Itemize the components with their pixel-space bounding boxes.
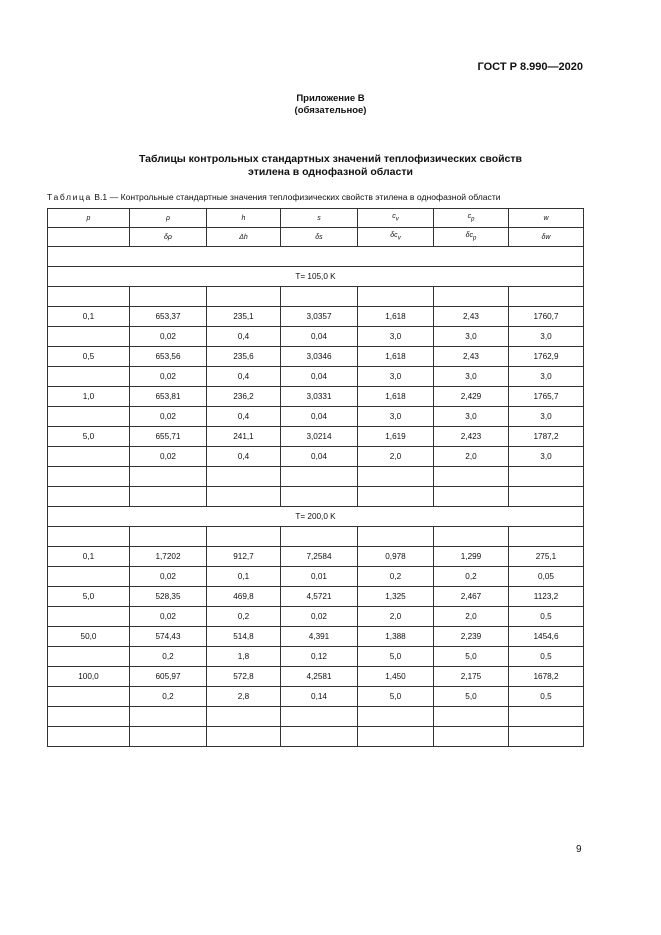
table-cell: 0,4 [207,447,281,467]
table-cell: 2,423 [434,427,509,447]
table-cell [358,467,434,487]
temperature-row [48,507,584,527]
table-cell [281,467,358,487]
table-cell: 0,02 [281,607,358,627]
table-cell [281,287,358,307]
table-cell: 236,2 [207,387,281,407]
table-row [48,347,584,367]
header-row [48,209,584,228]
table-cell: 912,7 [207,547,281,567]
table-cell [207,727,281,747]
table-cell: 4,391 [281,627,358,647]
table-cell: 1,388 [358,627,434,647]
table-cell: 0,04 [281,327,358,347]
table-row [48,407,584,427]
table-cell: 0,04 [281,407,358,427]
empty-row [48,527,584,547]
empty-row [48,247,584,267]
table-row [48,607,584,627]
table-cell: 100,0 [48,667,130,687]
appendix-title: Приложение В [296,93,365,104]
table-cell: 4,5721 [281,587,358,607]
column-header: s [281,209,358,228]
table-caption-label: Таблица [47,192,92,202]
table-cell: 0,5 [48,347,130,367]
table-cell [509,487,584,507]
table-cell: 653,81 [130,387,207,407]
table-cell [207,527,281,547]
table-cell [281,487,358,507]
column-header: $\delta c_p$ [434,228,509,247]
table-row [48,447,584,467]
appendix-heading [0,93,661,117]
table-cell: 0,2 [130,687,207,707]
table-cell: 0,1 [207,567,281,587]
table-cell [434,727,509,747]
table-row [48,587,584,607]
table-cell: 1678,2 [509,667,584,687]
section-title-line2: этилена в однофазной области [248,166,413,178]
table-cell [358,727,434,747]
table-cell: 1,7202 [130,547,207,567]
table-cell: 0,14 [281,687,358,707]
table-cell [509,287,584,307]
table-cell: 0,2 [434,567,509,587]
table-cell: 0,2 [358,567,434,587]
column-header: δs [281,228,358,247]
table-cell [48,247,584,267]
column-header: $c_v$ [358,209,434,228]
table-cell: 0,12 [281,647,358,667]
table-row [48,667,584,687]
appendix-status: (обязательное) [294,105,367,116]
table-cell: 2,175 [434,667,509,687]
table-cell [130,727,207,747]
table-cell [281,727,358,747]
column-header: δw [509,228,584,247]
table-cell [48,367,130,387]
table-cell: 2,467 [434,587,509,607]
table-cell: 0,4 [207,407,281,427]
table-cell: 605,97 [130,667,207,687]
table-cell: 0,02 [130,607,207,627]
table-cell [130,287,207,307]
table-cell: 2,0 [434,447,509,467]
table-cell [207,487,281,507]
table-cell [281,527,358,547]
table-cell [48,647,130,667]
table-cell: 275,1 [509,547,584,567]
table-cell: 2,429 [434,387,509,407]
table-row [48,387,584,407]
table-cell [48,567,130,587]
table-cell: 0,01 [281,567,358,587]
table-cell: 3,0 [509,367,584,387]
header-row [48,228,584,247]
table-cell [434,527,509,547]
table-cell: 0,02 [130,367,207,387]
table-cell: 528,35 [130,587,207,607]
table-cell [434,487,509,507]
table-cell [207,707,281,727]
table-caption [47,192,501,202]
table-cell: 1,325 [358,587,434,607]
table-cell: 0,5 [509,647,584,667]
table-cell: 2,239 [434,627,509,647]
table-cell: 1,618 [358,307,434,327]
table-cell [48,687,130,707]
column-header: Δh [207,228,281,247]
table-caption-text: — Контрольные стандартные значения теплофизических свойств этилена в однофазной области [107,192,501,202]
table-cell: 0,1 [48,547,130,567]
column-header: $\delta c_v$ [358,228,434,247]
table-cell: 5,0 [48,587,130,607]
column-header: h [207,209,281,228]
table-row [48,547,584,567]
table-row [48,627,584,647]
table-cell: 5,0 [48,427,130,447]
table-cell: 1123,2 [509,587,584,607]
table-row [48,567,584,587]
table-cell [207,287,281,307]
temperature-label: T= 105,0 K [48,267,584,287]
table-cell: 469,8 [207,587,281,607]
table-cell: 1,299 [434,547,509,567]
data-table [47,208,584,747]
table-cell [130,487,207,507]
column-header: δρ [130,228,207,247]
table-row [48,367,584,387]
table-cell: 3,0 [434,407,509,427]
table-cell: 2,0 [434,607,509,627]
table-cell: 574,43 [130,627,207,647]
table-row [48,307,584,327]
table-cell: 5,0 [358,647,434,667]
table-row [48,427,584,447]
table-cell: 0,02 [130,447,207,467]
table-cell: 3,0346 [281,347,358,367]
table-cell [358,287,434,307]
table-cell: 0,2 [130,647,207,667]
table-cell: 1,618 [358,387,434,407]
table-cell: 0,02 [130,567,207,587]
table-cell: 7,2584 [281,547,358,567]
table-cell: 3,0 [509,407,584,427]
table-cell [130,707,207,727]
table-cell: 5,0 [434,687,509,707]
table-cell: 653,56 [130,347,207,367]
table-cell [48,707,130,727]
table-cell: 0,02 [130,327,207,347]
column-header: p [48,209,130,228]
table-cell: 0,1 [48,307,130,327]
table-cell [509,727,584,747]
empty-row [48,707,584,727]
table-cell [434,287,509,307]
table-cell: 1787,2 [509,427,584,447]
table-cell: 0,978 [358,547,434,567]
table-cell: 0,4 [207,327,281,347]
empty-row [48,287,584,307]
column-header: w [509,209,584,228]
table-cell: 3,0 [358,327,434,347]
table-cell [509,707,584,727]
empty-row [48,487,584,507]
table-caption-number: В.1 [94,192,108,202]
table-cell: 0,5 [509,687,584,707]
table-cell [358,487,434,507]
table-row [48,327,584,347]
table-cell: 1765,7 [509,387,584,407]
table-cell [48,327,130,347]
table-row [48,647,584,667]
temperature-label: T= 200,0 K [48,507,584,527]
table-cell: 1762,9 [509,347,584,367]
table-cell [130,527,207,547]
table-cell: 0,04 [281,447,358,467]
table-cell [434,467,509,487]
table-row [48,687,584,707]
table-cell [48,407,130,427]
table-cell: 3,0 [509,447,584,467]
table-cell: 0,2 [207,607,281,627]
table-cell [48,467,130,487]
table-cell: 0,02 [130,407,207,427]
table-cell [48,447,130,467]
table-cell: 655,71 [130,427,207,447]
table-cell [48,727,130,747]
table-cell: 2,8 [207,687,281,707]
table-cell: 3,0 [358,407,434,427]
column-header: ρ [130,209,207,228]
table-cell: 3,0331 [281,387,358,407]
table-cell: 0,5 [509,607,584,627]
table-cell: 235,6 [207,347,281,367]
table-cell [207,467,281,487]
table-cell: 0,05 [509,567,584,587]
table-cell: 1,619 [358,427,434,447]
table-cell: 0,4 [207,367,281,387]
table-cell [358,707,434,727]
table-cell: 1,450 [358,667,434,687]
table-cell: 4,2581 [281,667,358,687]
table-cell: 3,0214 [281,427,358,447]
table-cell [509,527,584,547]
table-cell [281,707,358,727]
table-cell [48,607,130,627]
column-header [48,228,130,247]
table-cell: 5,0 [434,647,509,667]
table-cell: 50,0 [48,627,130,647]
table-cell: 3,0 [434,327,509,347]
column-header: $c_p$ [434,209,509,228]
table-cell [48,487,130,507]
table-cell [358,527,434,547]
temperature-row [48,267,584,287]
table-cell [48,527,130,547]
table-cell: 2,0 [358,607,434,627]
table-cell: 1760,7 [509,307,584,327]
table-cell: 2,0 [358,447,434,467]
table-cell: 1454,6 [509,627,584,647]
table-cell: 1,618 [358,347,434,367]
table-cell: 653,37 [130,307,207,327]
page-number: 9 [576,844,582,855]
table-cell: 3,0 [434,367,509,387]
section-title [0,153,661,179]
table-cell: 3,0 [358,367,434,387]
table-cell: 514,8 [207,627,281,647]
table-cell: 3,0357 [281,307,358,327]
table-cell: 0,04 [281,367,358,387]
table-cell [509,467,584,487]
table-cell: 1,0 [48,387,130,407]
table-cell: 572,8 [207,667,281,687]
table-cell: 1,8 [207,647,281,667]
table-cell [434,707,509,727]
table-cell: 2,43 [434,307,509,327]
table-cell: 5,0 [358,687,434,707]
table-cell: 235,1 [207,307,281,327]
table-cell: 3,0 [509,327,584,347]
table-cell: 2,43 [434,347,509,367]
empty-row [48,467,584,487]
section-title-line1: Таблицы контрольных стандартных значений теплофизических свойств [139,153,522,165]
table-cell [48,287,130,307]
standard-number: ГОСТ Р 8.990—2020 [477,61,583,73]
empty-row [48,727,584,747]
table-cell [130,467,207,487]
table-cell: 241,1 [207,427,281,447]
